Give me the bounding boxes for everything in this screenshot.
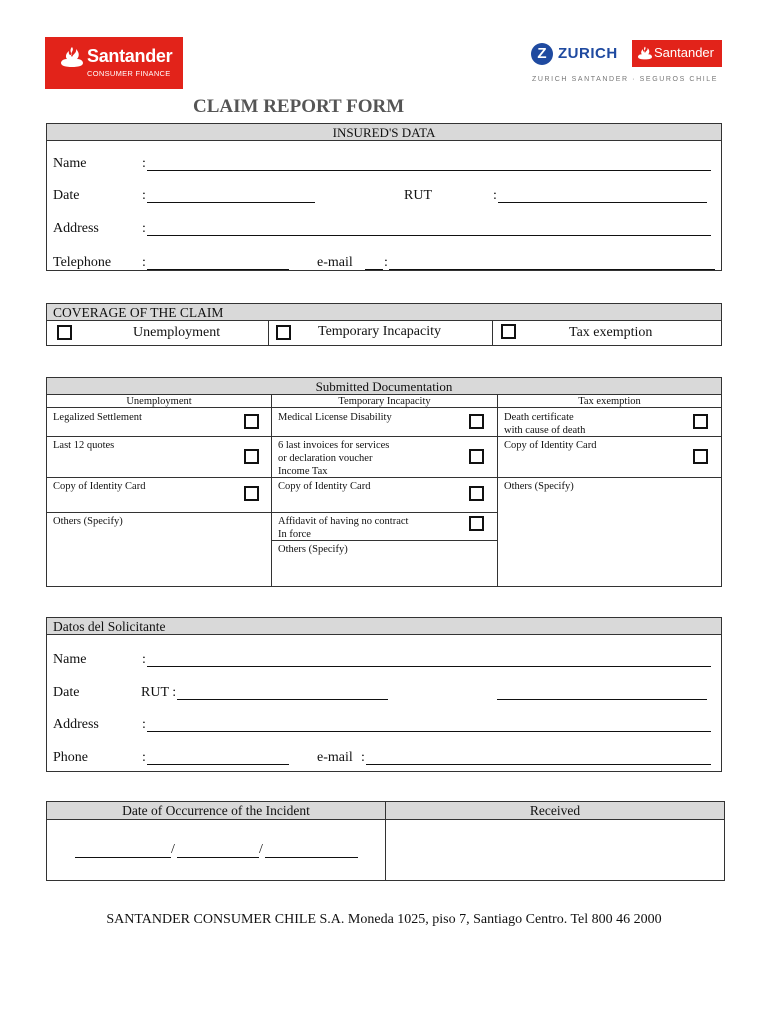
applicant-header-text: Datos del Solicitante <box>53 619 166 634</box>
doc-item-label: with cause of death <box>504 425 586 436</box>
zurich-brand-text: ZURICH <box>558 45 618 62</box>
incident-day-field[interactable] <box>75 843 171 858</box>
applicant-email-label: e-mail <box>317 750 353 765</box>
applicant-address-field[interactable] <box>147 717 711 732</box>
insured-address-row <box>53 221 717 239</box>
coverage-section <box>46 303 722 346</box>
received-cell <box>386 802 724 880</box>
insured-address-field[interactable] <box>147 221 711 236</box>
santander-brand-text: Santander <box>87 46 173 66</box>
doc-column-title: Unemployment <box>47 395 271 408</box>
doc-column-title: Tax exemption <box>498 395 721 408</box>
documentation-header: Submitted Documentation <box>47 378 721 395</box>
insured-address-label: Address <box>53 221 99 236</box>
legalized-settlement-checkbox[interactable] <box>244 414 259 429</box>
doc-item-medical-license <box>272 409 497 437</box>
incident-section <box>46 801 725 881</box>
doc-item-copy-id-card <box>272 478 497 513</box>
santander-consumer-logo <box>45 37 183 89</box>
doc-item-affidavit <box>272 513 497 541</box>
incident-month-field[interactable] <box>177 843 259 858</box>
applicant-address-row <box>53 717 717 735</box>
applicant-phone-label: Phone <box>53 750 88 765</box>
copy-id-card-checkbox-unemployment[interactable] <box>244 486 259 501</box>
insured-name-field[interactable] <box>147 156 711 171</box>
colon: : <box>142 221 146 236</box>
zurich-z-icon: Z <box>531 43 553 65</box>
doc-item-copy-id-card <box>498 437 721 478</box>
affidavit-checkbox[interactable] <box>469 516 484 531</box>
doc-item-label: 6 last invoices for services <box>278 440 390 451</box>
applicant-date-label: Date <box>53 685 80 700</box>
applicant-rut-label: RUT : <box>141 685 177 700</box>
last-12-quotes-checkbox[interactable] <box>244 449 259 464</box>
applicant-name-label: Name <box>53 652 87 667</box>
applicant-data-header <box>47 618 721 635</box>
doc-item-label: Death certificate <box>504 412 574 423</box>
documentation-section <box>46 377 722 587</box>
copy-id-card-checkbox-tax[interactable] <box>693 449 708 464</box>
insured-data-section <box>46 123 722 271</box>
incident-date-header: Date of Occurrence of the Incident <box>47 802 385 820</box>
coverage-option-unemployment <box>47 321 269 345</box>
colon: : <box>493 188 497 203</box>
tax-exemption-checkbox[interactable] <box>501 324 516 339</box>
coverage-option-temporary-incapacity <box>269 321 493 345</box>
applicant-email-field[interactable] <box>366 750 711 765</box>
form-title: CLAIM REPORT FORM <box>193 96 405 117</box>
doc-item-last-12-quotes <box>47 437 271 478</box>
insured-name-label: Name <box>53 156 87 171</box>
doc-item-label: In force <box>278 529 311 540</box>
colon: : <box>142 717 146 732</box>
coverage-label: Temporary Incapacity <box>318 324 442 339</box>
copy-id-card-checkbox-incapacity[interactable] <box>469 486 484 501</box>
applicant-data-section <box>46 617 722 772</box>
insured-rut-label: RUT <box>404 188 432 203</box>
colon: : <box>142 750 146 765</box>
incident-year-field[interactable] <box>265 843 358 858</box>
zurich-santander-tagline: ZURICH SANTANDER · SEGUROS CHILE <box>532 76 719 83</box>
colon: : <box>142 156 146 171</box>
insured-email-label: e-mail <box>317 255 353 270</box>
doc-column-temporary-incapacity <box>272 395 498 586</box>
doc-item-copy-id-card <box>47 478 271 513</box>
colon: : <box>142 188 146 203</box>
temporary-incapacity-checkbox[interactable] <box>276 325 291 340</box>
insured-name-row <box>53 156 717 174</box>
unemployment-checkbox[interactable] <box>57 325 72 340</box>
insured-data-header: INSURED'S DATA <box>47 124 721 141</box>
doc-item-others-specify <box>47 513 271 587</box>
doc-item-label: Last 12 quotes <box>53 440 115 451</box>
zurich-santander-logo <box>528 40 722 88</box>
santander-flame-small-icon <box>638 46 652 60</box>
received-field[interactable] <box>386 821 724 880</box>
santander-flame-icon <box>61 47 83 67</box>
insured-email-field[interactable] <box>389 255 715 270</box>
insured-telephone-row <box>53 255 717 273</box>
doc-item-label: Income Tax <box>278 466 328 477</box>
coverage-label: Tax exemption <box>569 325 653 340</box>
coverage-header-text: COVERAGE OF THE CLAIM <box>53 305 224 320</box>
insured-telephone-field[interactable] <box>147 255 289 270</box>
invoices-checkbox[interactable] <box>469 449 484 464</box>
doc-item-label: Copy of Identity Card <box>504 440 597 451</box>
doc-column-tax-exemption <box>498 395 721 586</box>
applicant-name-field[interactable] <box>147 652 711 667</box>
date-slash: / <box>259 842 263 857</box>
colon: : <box>142 255 146 270</box>
doc-item-label: Copy of Identity Card <box>53 481 146 492</box>
death-certificate-checkbox[interactable] <box>693 414 708 429</box>
received-header: Received <box>386 802 724 820</box>
applicant-extra-field[interactable] <box>497 685 707 700</box>
doc-item-label: Affidavit of having no contract <box>278 516 409 527</box>
consumer-finance-text: CONSUMER FINANCE <box>87 69 171 78</box>
coverage-label: Unemployment <box>133 325 221 340</box>
doc-item-label: Legalized Settlement <box>53 412 142 423</box>
colon: : <box>361 750 365 765</box>
doc-item-label: Others (Specify) <box>278 544 348 555</box>
santander-small-text: Santander <box>654 45 714 60</box>
doc-item-label: or declaration voucher <box>278 453 373 464</box>
insured-rut-field[interactable] <box>498 188 707 203</box>
doc-item-legalized-settlement <box>47 409 271 437</box>
doc-item-death-certificate <box>498 409 721 437</box>
doc-item-label: Others (Specify) <box>504 481 574 492</box>
applicant-name-row <box>53 652 717 670</box>
doc-item-invoices <box>272 437 497 478</box>
coverage-header <box>47 304 721 321</box>
medical-license-checkbox[interactable] <box>469 414 484 429</box>
insured-date-field[interactable] <box>147 188 315 203</box>
email-underline-pre <box>365 255 383 270</box>
applicant-phone-row <box>53 750 717 768</box>
applicant-rut-field[interactable] <box>177 685 388 700</box>
doc-item-label: Others (Specify) <box>53 516 123 527</box>
applicant-date-row <box>53 685 717 703</box>
incident-date-cell <box>47 802 386 880</box>
coverage-option-tax-exemption <box>493 321 721 345</box>
applicant-phone-field[interactable] <box>147 750 289 765</box>
insured-telephone-label: Telephone <box>53 255 112 270</box>
doc-item-others-specify <box>498 478 721 587</box>
applicant-address-label: Address <box>53 717 99 732</box>
date-slash: / <box>171 842 175 857</box>
doc-column-unemployment <box>47 395 272 586</box>
doc-item-others-specify <box>272 541 497 587</box>
footer-address: SANTANDER CONSUMER CHILE S.A. Moneda 1025, piso 7, Santiago Centro. Tel 800 46 2000 <box>106 912 662 927</box>
doc-column-title: Temporary Incapacity <box>272 395 497 408</box>
insured-date-label: Date <box>53 188 80 203</box>
insured-date-row <box>53 188 717 206</box>
colon: : <box>142 652 146 667</box>
santander-small-logo <box>632 40 722 67</box>
colon: : <box>384 255 388 270</box>
doc-item-label: Medical License Disability <box>278 412 392 423</box>
doc-item-label: Copy of Identity Card <box>278 481 371 492</box>
